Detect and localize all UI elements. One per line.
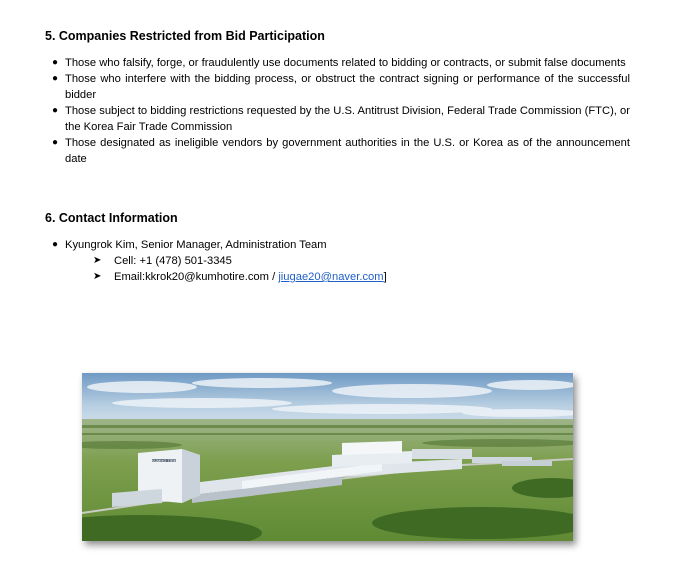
list-item: ● Those who interfere with the bidding process, or obstruct the contract signing or performance of the successful bidder [52, 73, 630, 101]
building-sign: KUMHO TIRE [151, 458, 177, 463]
list-item: ● Those who falsify, forge, or fraudulently use documents related to bidding or contracts, or submit false documents [52, 57, 626, 69]
list-item [52, 237, 630, 253]
factory-illustration [82, 373, 573, 541]
contact-name: Kyungrok Kim, Senior Manager, Administration Team [65, 239, 327, 251]
contact-details [93, 253, 387, 285]
section-5-heading: 5. Companies Restricted from Bid Participation [45, 29, 325, 43]
contact-list [52, 237, 630, 253]
bullet-icon: ● [52, 73, 59, 84]
list-item: ● Those subject to bidding restrictions requested by the U.S. Antitrust Division, Federal Trade Commission (FTC), or the Korea Fair Trade Commission [52, 105, 630, 133]
list-item: ● Those designated as ineligible vendors by government authorities in the U.S. or Korea as of the announcement date [52, 137, 630, 165]
bullet-icon: ● [52, 239, 59, 250]
restricted-companies-list [52, 55, 630, 167]
bullet-icon: ● [52, 57, 59, 68]
contact-cell: ➤ Cell: +1 (478) 501-3345 [93, 255, 232, 267]
arrow-bullet-icon: ➤ [93, 255, 102, 266]
email-link[interactable]: jiugae20@naver.com [278, 271, 384, 283]
arrow-bullet-icon: ➤ [93, 271, 102, 282]
section-6-heading: 6. Contact Information [45, 211, 178, 225]
contact-email: ➤ Email:kkrok20@kumhotire.com / jiugae20@naver.com] [93, 271, 387, 283]
bullet-icon: ● [52, 105, 59, 116]
factory-aerial-photo [82, 373, 573, 541]
bullet-icon: ● [52, 137, 59, 148]
